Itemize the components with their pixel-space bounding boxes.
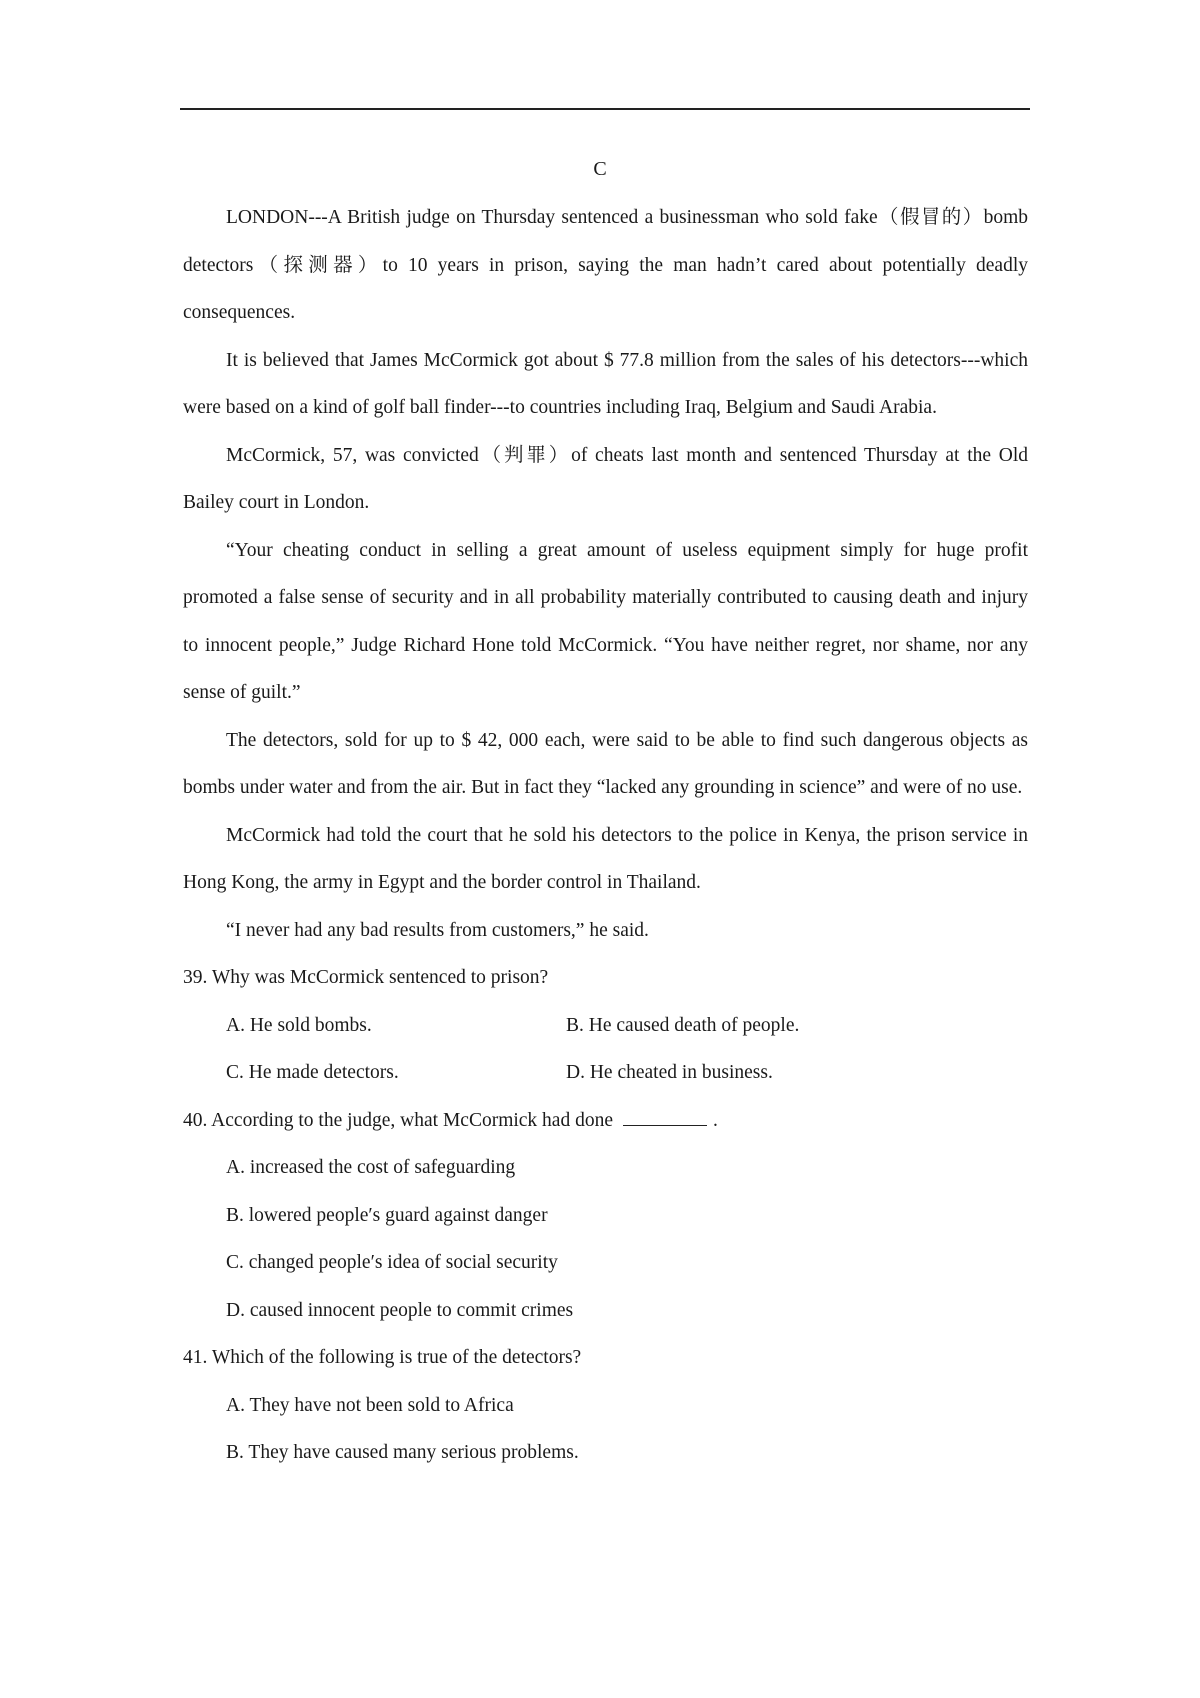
paragraph-7: “I never had any bad results from customers,” he said. bbox=[226, 919, 649, 941]
paragraph-4: “Your cheating conduct in selling a great amount of useless equipment simply for huge profit promoted a false sense of security and in all probability materially contributed to causing death and injury to innocent people,” Judge Richard Hone told McCormick. “You have neither regret, nor shame, nor any sense of guilt.” bbox=[183, 539, 1028, 703]
answer-blank bbox=[623, 1109, 707, 1126]
paragraph-2: It is believed that James McCormick got about $ 77.8 million from the sales of his detectors---which were based on a kind of golf ball finder---to countries including Iraq, Belgium and Saudi Arabia. bbox=[183, 349, 1028, 418]
passage-content bbox=[183, 194, 1028, 1477]
question-39-option-d: D. He cheated in business. bbox=[566, 1062, 773, 1083]
question-40-option-c: C. changed people′s idea of social security bbox=[226, 1252, 558, 1273]
question-39-option-b: B. He caused death of people. bbox=[566, 1014, 800, 1036]
question-40-option-d: D. caused innocent people to commit crimes bbox=[226, 1299, 574, 1321]
question-40-stem: 40. According to the judge, what McCormick had done bbox=[183, 1109, 613, 1131]
section-label: C bbox=[593, 158, 607, 180]
paragraph-6: McCormick had told the court that he sold his detectors to the police in Kenya, the prison service in Hong Kong, the army in Egypt and the border control in Thailand. bbox=[183, 824, 1028, 893]
question-40 bbox=[183, 1097, 1028, 1145]
question-39-option-a: A. He sold bombs. bbox=[226, 1014, 372, 1036]
question-40-option-a: A. increased the cost of safeguarding bbox=[226, 1157, 516, 1178]
paragraph-5: The detectors, sold for up to $ 42, 000 each, were said to be able to find such dangerous objects as bombs under water and from the air. But in fact they “lacked any grounding in science” and were of no use. bbox=[183, 729, 1028, 798]
question-41-stem: 41. Which of the following is true of the detectors? bbox=[183, 1347, 582, 1368]
paragraph-3: McCormick, 57, was convicted（判罪）of cheats last month and sentenced Thursday at the Old Bailey court in London. bbox=[183, 444, 1028, 513]
question-41-option-a: A. They have not been sold to Africa bbox=[226, 1394, 514, 1416]
question-39-options-row-1 bbox=[183, 1002, 1028, 1050]
paragraph-1: LONDON---A British judge on Thursday sentenced a businessman who sold fake（假冒的）bomb detectors（探测器）to 10 years in prison, saying the man hadn’t cared about potentially deadly consequences. bbox=[183, 207, 1028, 323]
question-40-option-b: B. lowered people′s guard against danger bbox=[226, 1204, 548, 1226]
question-39-options-row-2 bbox=[183, 1049, 1028, 1097]
question-41-option-b: B. They have caused many serious problems. bbox=[226, 1442, 579, 1463]
question-39-option-c: C. He made detectors. bbox=[226, 1062, 399, 1083]
question-40-stem-end: . bbox=[713, 1109, 718, 1131]
question-39-stem: 39. Why was McCormick sentenced to prison? bbox=[183, 967, 549, 988]
header-rule bbox=[180, 108, 1030, 110]
